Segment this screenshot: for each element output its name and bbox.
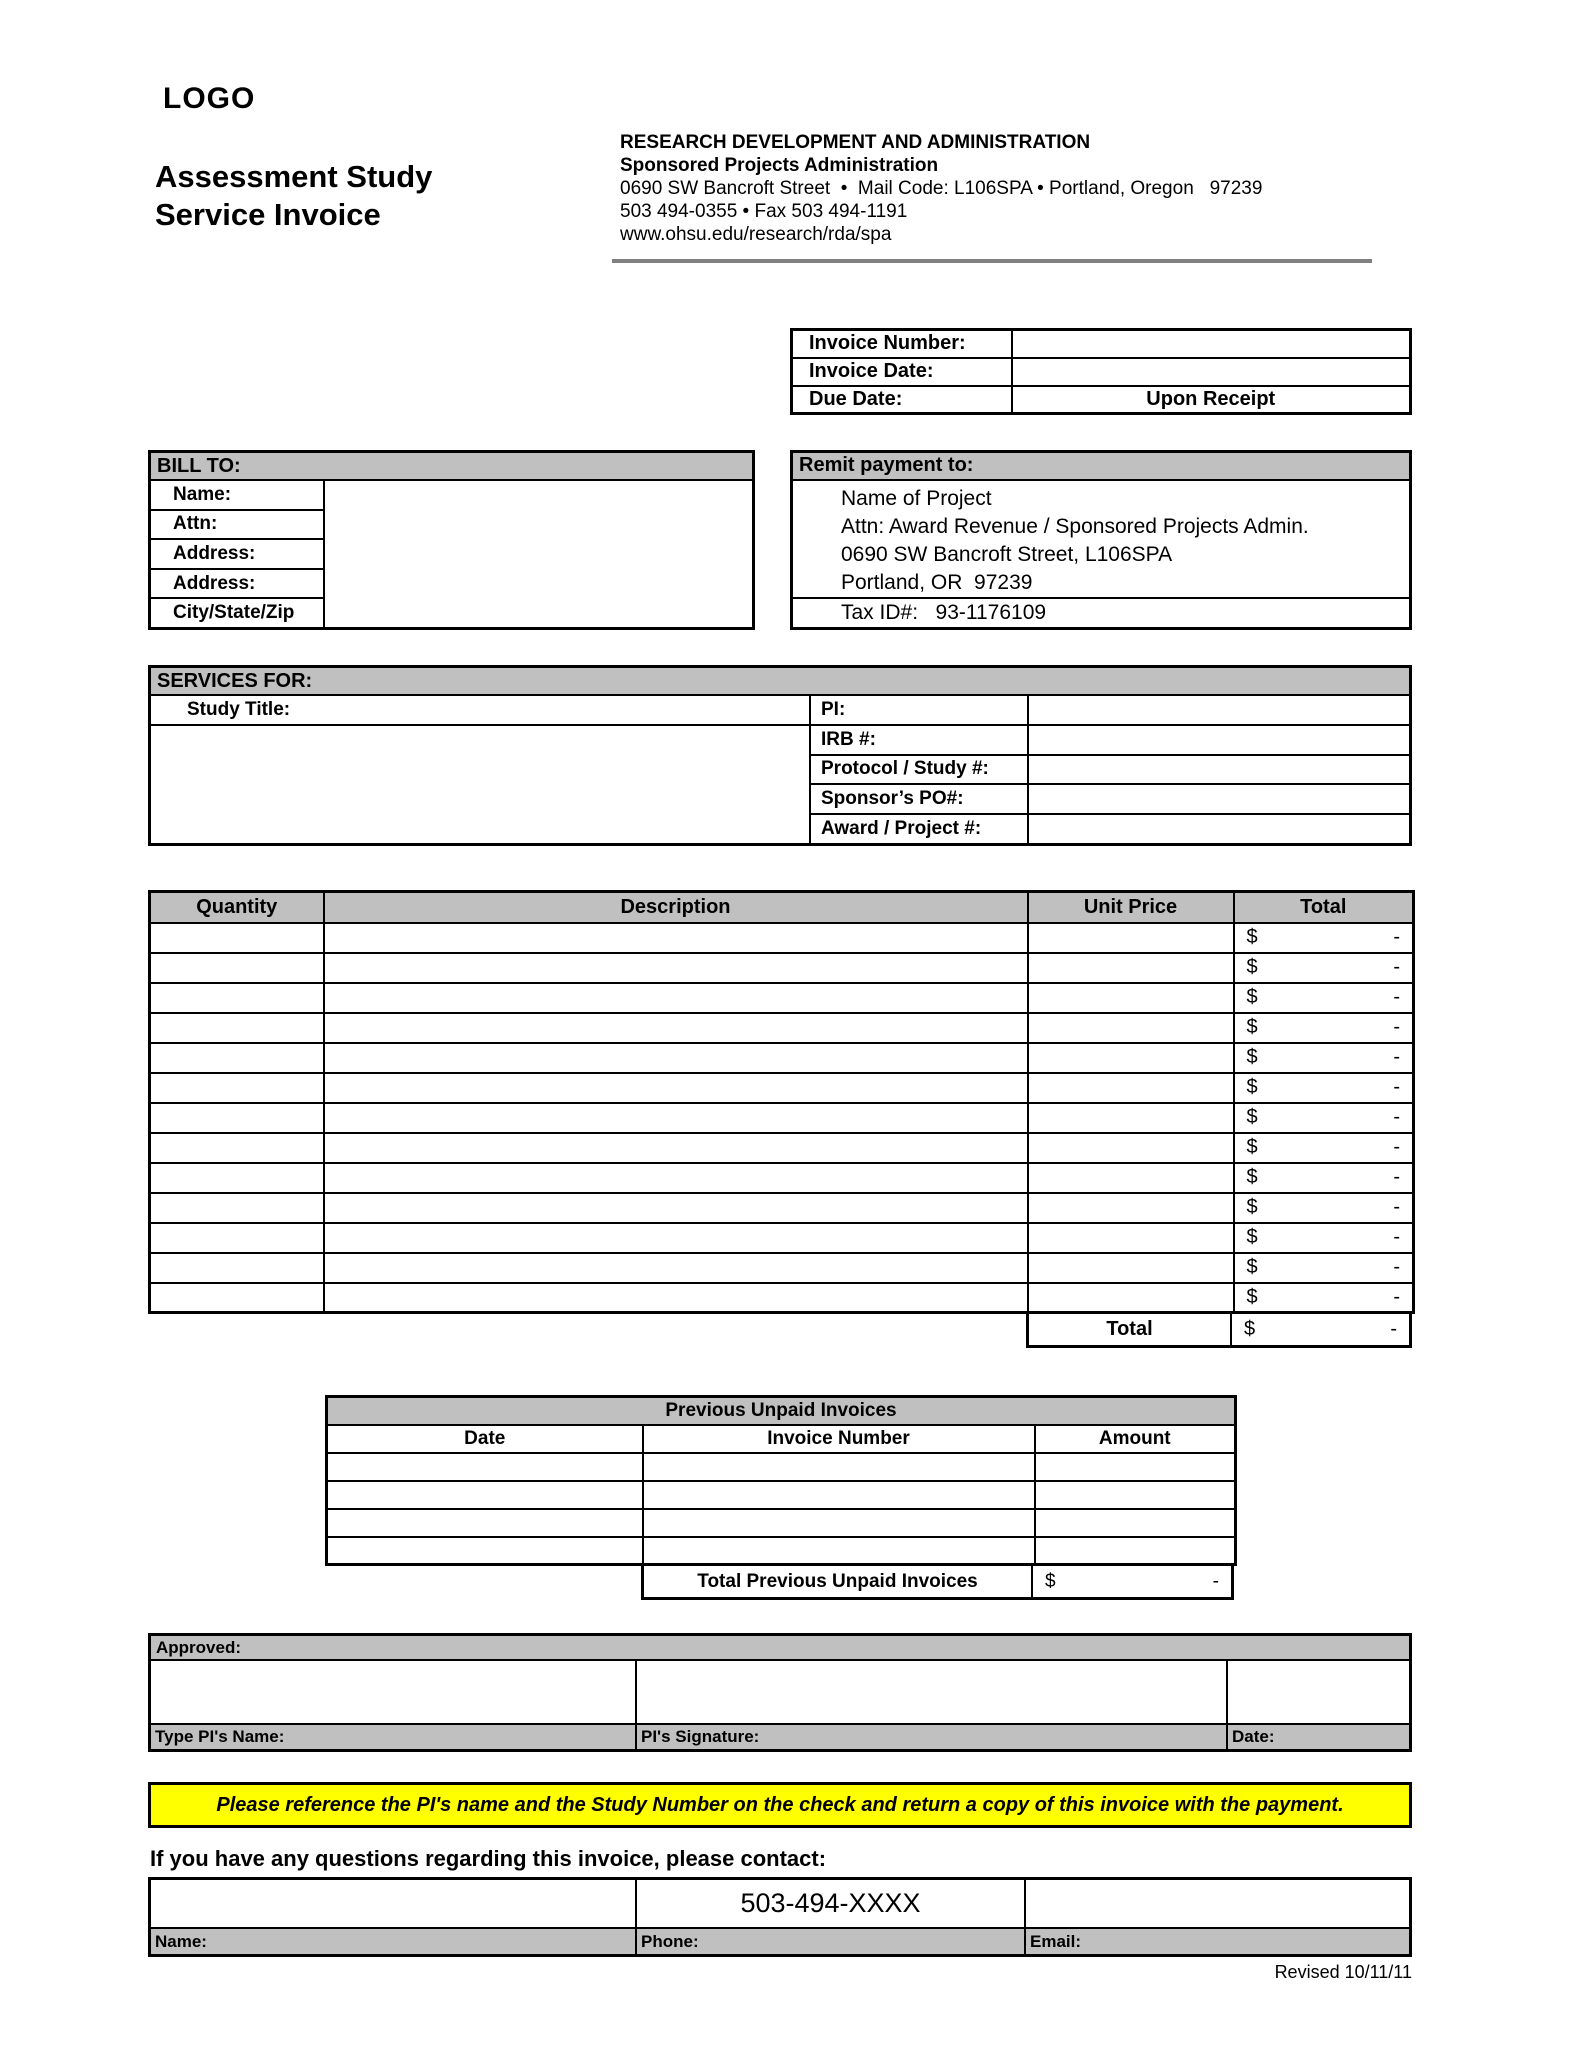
empty-amount-dash: - [1393, 926, 1400, 948]
quantity-column-header: Quantity [150, 892, 324, 923]
bill-to-labels [151, 481, 325, 627]
invoice-number-label: Invoice Number: [792, 330, 1012, 358]
item-unit-price-cell[interactable] [1028, 1043, 1234, 1073]
previous-invoice-amount-cell[interactable] [1035, 1509, 1236, 1537]
empty-amount-dash: - [1393, 1256, 1400, 1278]
item-description-cell[interactable] [324, 1283, 1028, 1313]
item-description-cell[interactable] [324, 953, 1028, 983]
approval-section [148, 1633, 1412, 1752]
item-quantity-cell[interactable] [150, 953, 324, 983]
previous-unpaid-invoices-section [325, 1395, 1234, 1600]
previous-invoices-total-label: Total Previous Unpaid Invoices [641, 1566, 1033, 1600]
logo: LOGO [163, 82, 256, 115]
item-unit-price-cell[interactable] [1028, 1073, 1234, 1103]
bill-to-name-label: Name: [151, 481, 325, 511]
org-name: RESEARCH DEVELOPMENT AND ADMINISTRATION [620, 132, 1091, 153]
item-row [150, 1223, 1414, 1253]
contact-phone-label: Phone: [637, 1929, 1026, 1954]
item-total-cell[interactable] [1234, 1193, 1414, 1223]
empty-amount-dash: - [1393, 1016, 1400, 1038]
dollar-sign: $ [1246, 1136, 1258, 1158]
item-total-cell[interactable] [1234, 1253, 1414, 1283]
item-quantity-cell[interactable] [150, 1253, 324, 1283]
contact-heading: If you have any questions regarding this invoice, please contact: [150, 1846, 827, 1871]
empty-amount-dash: - [1393, 986, 1400, 1008]
item-row [150, 1043, 1414, 1073]
item-description-cell[interactable] [324, 1163, 1028, 1193]
invoice-date-value[interactable] [1012, 358, 1411, 386]
item-unit-price-cell[interactable] [1028, 953, 1234, 983]
sponsor-po-value[interactable] [1029, 785, 1409, 813]
bill-to-attn-label: Attn: [151, 511, 325, 541]
item-row [150, 983, 1414, 1013]
sponsor-po-label: Sponsor’s PO#: [811, 785, 1029, 813]
org-street-address: 0690 SW Bancroft Street • Mail Code: L106SPA • Portland, Oregon 97239 [620, 178, 1263, 199]
dollar-sign: $ [1246, 926, 1258, 948]
dollar-sign: $ [1246, 1196, 1258, 1218]
item-row [150, 953, 1414, 983]
due-date-label: Due Date: [792, 386, 1012, 414]
contact-name-label: Name: [151, 1929, 637, 1954]
line-items-section [148, 890, 1412, 1348]
contact-email-value[interactable] [1026, 1880, 1409, 1927]
invoice-number-value[interactable] [1012, 330, 1411, 358]
org-phone-fax: 503 494-0355 • Fax 503 494-1191 [620, 201, 908, 222]
approval-body [151, 1661, 1409, 1723]
item-quantity-cell[interactable] [150, 1163, 324, 1193]
item-quantity-cell[interactable] [150, 1103, 324, 1133]
protocol-value[interactable] [1029, 756, 1409, 784]
award-project-label: Award / Project #: [811, 815, 1029, 843]
previous-unpaid-invoices-table [325, 1395, 1237, 1566]
dollar-sign: $ [1045, 1570, 1056, 1592]
empty-amount-dash: - [1393, 1166, 1400, 1188]
previous-invoices-title: Previous Unpaid Invoices [327, 1397, 1236, 1425]
contact-values-row [151, 1880, 1409, 1929]
protocol-label: Protocol / Study #: [811, 756, 1029, 784]
due-date-row [792, 386, 1411, 414]
item-description-cell[interactable] [324, 1223, 1028, 1253]
invoice-meta-table [790, 328, 1412, 415]
remit-line-street: 0690 SW Bancroft Street, L106SPA [841, 542, 1173, 566]
dollar-sign: $ [1246, 986, 1258, 1008]
remit-line-city: Portland, OR 97239 [841, 570, 1033, 594]
item-description-cell[interactable] [324, 1013, 1028, 1043]
org-address-block [620, 131, 1262, 246]
item-unit-price-cell[interactable] [1028, 983, 1234, 1013]
previous-invoices-header-row [327, 1425, 1236, 1453]
protocol-row [811, 756, 1409, 786]
pi-value[interactable] [1029, 696, 1409, 724]
item-description-cell[interactable] [324, 1133, 1028, 1163]
item-description-cell[interactable] [324, 1073, 1028, 1103]
item-total-cell[interactable] [1234, 1133, 1414, 1163]
type-pi-name-label: Type PI's Name: [151, 1725, 637, 1749]
item-unit-price-cell[interactable] [1028, 1103, 1234, 1133]
item-row [150, 1013, 1414, 1043]
previous-invoice-row [327, 1453, 1236, 1481]
contact-labels-row [151, 1929, 1409, 1954]
empty-amount-dash: - [1393, 1196, 1400, 1218]
item-total-cell[interactable] [1234, 1073, 1414, 1103]
item-total-cell[interactable] [1234, 1283, 1414, 1313]
bill-to-header: BILL TO: [151, 453, 752, 481]
approved-header: Approved: [151, 1636, 1409, 1661]
remit-line-project: Name of Project [841, 486, 992, 510]
item-description-cell[interactable] [324, 1103, 1028, 1133]
bill-to-address1-label: Address: [151, 540, 325, 570]
items-total-label: Total [1026, 1314, 1232, 1348]
prev-amount-column-header: Amount [1035, 1425, 1236, 1453]
approval-labels-row [151, 1723, 1409, 1749]
item-unit-price-cell[interactable] [1028, 1133, 1234, 1163]
bill-to-section [148, 450, 755, 630]
empty-amount-dash: - [1393, 956, 1400, 978]
item-total-cell[interactable] [1234, 1043, 1414, 1073]
award-project-value[interactable] [1029, 815, 1409, 843]
previous-invoice-row [327, 1537, 1236, 1565]
item-row [150, 1283, 1414, 1313]
remit-section [790, 450, 1412, 630]
contact-phone-value[interactable]: 503-494-XXXX [637, 1880, 1026, 1927]
org-department: Sponsored Projects Administration [620, 155, 939, 176]
previous-invoice-date-cell[interactable] [327, 1509, 643, 1537]
item-total-cell[interactable] [1234, 1013, 1414, 1043]
document-title-line2: Service Invoice [155, 197, 381, 232]
item-row [150, 1103, 1414, 1133]
empty-amount-dash: - [1393, 1046, 1400, 1068]
services-section [148, 665, 1412, 846]
previous-invoice-row [327, 1481, 1236, 1509]
study-title-value[interactable] [151, 726, 809, 843]
pi-signature-label: PI's Signature: [637, 1725, 1228, 1749]
pi-name-input-area[interactable] [151, 1661, 637, 1723]
item-total-cell[interactable] [1234, 923, 1414, 953]
item-description-cell[interactable] [324, 1193, 1028, 1223]
item-row [150, 1133, 1414, 1163]
empty-amount-dash: - [1393, 1076, 1400, 1098]
contact-name-value[interactable] [151, 1880, 637, 1927]
dollar-sign: $ [1246, 1106, 1258, 1128]
dollar-sign: $ [1246, 956, 1258, 978]
description-column-header: Description [324, 892, 1028, 923]
previous-invoice-number-cell[interactable] [643, 1509, 1035, 1537]
item-description-cell[interactable] [324, 983, 1028, 1013]
item-total-cell[interactable] [1234, 983, 1414, 1013]
items-total-amount-cell[interactable] [1232, 1314, 1412, 1348]
line-items-table [148, 890, 1415, 1314]
document-title [155, 158, 432, 234]
previous-invoice-amount-cell[interactable] [1035, 1481, 1236, 1509]
item-description-cell[interactable] [324, 1253, 1028, 1283]
previous-invoice-amount-cell[interactable] [1035, 1453, 1236, 1481]
remit-tax-id: Tax ID#: 93-1176109 [793, 597, 1409, 627]
item-row [150, 1253, 1414, 1283]
previous-invoices-total-amount-cell[interactable] [1033, 1566, 1234, 1600]
items-total-row [148, 1314, 1412, 1348]
empty-amount-dash: - [1393, 1136, 1400, 1158]
document-title-line1: Assessment Study [155, 159, 433, 194]
dollar-sign: $ [1246, 1016, 1258, 1038]
pi-signature-input-area[interactable] [637, 1661, 1228, 1723]
revised-date: Revised 10/11/11 [1274, 1962, 1412, 1982]
item-row [150, 1193, 1414, 1223]
item-total-cell[interactable] [1234, 1103, 1414, 1133]
approval-date-label: Date: [1232, 1727, 1275, 1746]
remit-line-attn: Attn: Award Revenue / Sponsored Projects Admin. [841, 514, 1309, 538]
dollar-sign: $ [1246, 1046, 1258, 1068]
study-title-label: Study Title: [151, 696, 809, 726]
header-divider [612, 259, 1372, 263]
dollar-sign: $ [1246, 1076, 1258, 1098]
empty-amount-dash: - [1393, 1226, 1400, 1248]
item-unit-price-cell[interactable] [1028, 1283, 1234, 1313]
study-title-block [151, 696, 811, 843]
contact-section [148, 1877, 1412, 1957]
bill-to-citystatezip-label: City/State/Zip [151, 599, 325, 627]
item-unit-price-cell[interactable] [1028, 1013, 1234, 1043]
dollar-sign: $ [1246, 1256, 1258, 1278]
irb-label: IRB #: [811, 726, 1029, 754]
item-total-cell[interactable] [1234, 1223, 1414, 1253]
previous-invoice-number-cell[interactable] [643, 1453, 1035, 1481]
item-unit-price-cell[interactable] [1028, 1193, 1234, 1223]
item-unit-price-cell[interactable] [1028, 1253, 1234, 1283]
award-project-row [811, 815, 1409, 843]
irb-row [811, 726, 1409, 756]
line-items-header-row [150, 892, 1414, 923]
empty-amount-dash: - [1390, 1318, 1397, 1340]
unit-price-column-header: Unit Price [1028, 892, 1234, 923]
item-quantity-cell[interactable] [150, 1133, 324, 1163]
payment-reference-notice: Please reference the PI's name and the Study Number on the check and return a copy of this invoice with the payment. [148, 1782, 1412, 1828]
dollar-sign: $ [1244, 1318, 1256, 1340]
bill-to-address2-label: Address: [151, 570, 325, 600]
empty-amount-dash: - [1393, 1106, 1400, 1128]
item-unit-price-cell[interactable] [1028, 923, 1234, 953]
previous-invoices-total-row [325, 1566, 1234, 1600]
invoice-number-row [792, 330, 1411, 358]
previous-invoice-date-cell[interactable] [327, 1537, 643, 1565]
item-quantity-cell[interactable] [150, 1013, 324, 1043]
empty-amount-dash: - [1393, 1285, 1400, 1308]
item-unit-price-cell[interactable] [1028, 1163, 1234, 1193]
dollar-sign: $ [1246, 1166, 1258, 1188]
item-quantity-cell[interactable] [150, 1043, 324, 1073]
previous-invoice-number-cell[interactable] [643, 1481, 1035, 1509]
item-description-cell[interactable] [324, 923, 1028, 953]
remit-address-block [793, 481, 1409, 597]
empty-amount-dash: - [1212, 1570, 1219, 1592]
item-quantity-cell[interactable] [150, 1223, 324, 1253]
item-quantity-cell[interactable] [150, 983, 324, 1013]
org-website: www.ohsu.edu/research/rda/spa [620, 224, 892, 245]
previous-invoice-row [327, 1509, 1236, 1537]
item-quantity-cell[interactable] [150, 1193, 324, 1223]
item-row [150, 1073, 1414, 1103]
due-date-value: Upon Receipt [1012, 386, 1411, 414]
previous-invoice-date-cell[interactable] [327, 1453, 643, 1481]
item-quantity-cell[interactable] [150, 1283, 324, 1313]
services-header: SERVICES FOR: [151, 668, 1409, 696]
total-column-header: Total [1234, 892, 1414, 923]
contact-email-label: Email: [1030, 1931, 1082, 1951]
item-quantity-cell[interactable] [150, 1073, 324, 1103]
previous-invoice-amount-cell[interactable] [1035, 1537, 1236, 1565]
previous-invoice-date-cell[interactable] [327, 1481, 643, 1509]
approval-date-input-area[interactable] [1228, 1661, 1409, 1723]
pi-row [811, 696, 1409, 726]
bill-to-value-area[interactable] [325, 481, 752, 627]
sponsor-po-row [811, 785, 1409, 815]
item-unit-price-cell[interactable] [1028, 1223, 1234, 1253]
pi-label: PI: [811, 696, 1029, 724]
item-description-cell[interactable] [324, 1043, 1028, 1073]
item-total-cell[interactable] [1234, 953, 1414, 983]
invoice-date-label: Invoice Date: [792, 358, 1012, 386]
prev-invoice-number-column-header: Invoice Number [643, 1425, 1035, 1453]
item-quantity-cell[interactable] [150, 923, 324, 953]
invoice-date-row [792, 358, 1411, 386]
prev-date-column-header: Date [327, 1425, 643, 1453]
previous-invoices-title-row [327, 1397, 1236, 1425]
item-row [150, 923, 1414, 953]
dollar-sign: $ [1246, 1285, 1258, 1308]
item-row [150, 1163, 1414, 1193]
remit-header: Remit payment to: [793, 453, 1409, 481]
previous-invoice-number-cell[interactable] [643, 1537, 1035, 1565]
item-total-cell[interactable] [1234, 1163, 1414, 1193]
irb-value[interactable] [1029, 726, 1409, 754]
services-fields [811, 696, 1409, 843]
dollar-sign: $ [1246, 1226, 1258, 1248]
